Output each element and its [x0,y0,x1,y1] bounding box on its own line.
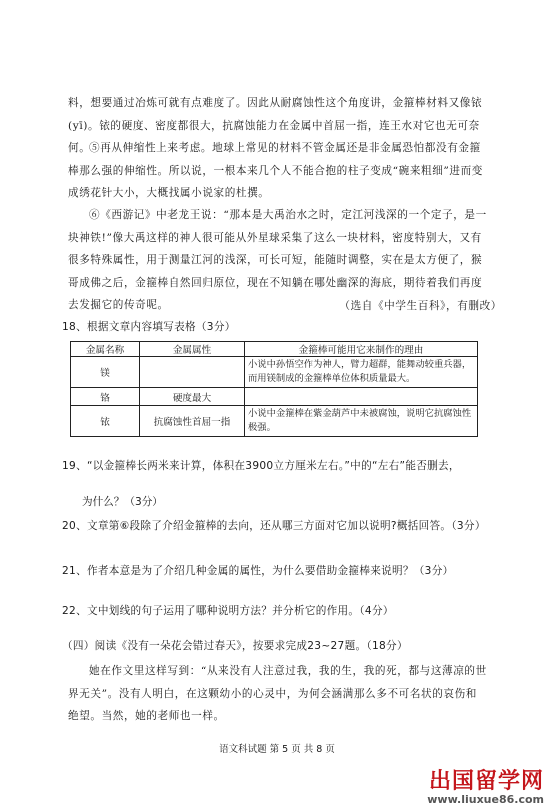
passage-paragraph-5: ⑤再从伸缩性上来考虑。地球上常见的材料不管金属还是非金属恐怕都没有金箍棒那么强的伸缩性。所以说，一根本来几个人不能合抱的柱子变成“碗来粗细”进而变成绣花针大小，大概找属小说家的杜撰。 [68,142,484,199]
source-citation: （选自《中学生百科》，有删改） [339,300,502,312]
table-header-cell: 金属名称 [71,342,140,357]
metal-property-cell [140,357,245,388]
section-4-passage: 她在作文里这样写到：“从来没有人注意过我，我的生，我的死，都与这薄凉的世界无关”。没有人明白，在这颗幼小的心灵中，为何会涵满那么多不可名状的哀伤和绝望。当然，她的老师也一样。 [68,665,487,722]
page-footer: 语文科试题 第 5 页 共 8 页 [219,744,335,755]
watermark-url: www.liuxue86.com [427,793,544,806]
watermark-logo [427,764,544,806]
metal-reason-cell: 小说中孙悟空作为神人，臂力超群，能舞动较重兵器，而用镁制成的金箍棒单位体积质量最大。 [245,357,478,388]
metal-reason-cell [245,388,478,406]
question-19-continued: 为什么？（3分） [82,495,163,508]
metal-property-cell: 硬度最大 [140,388,245,406]
question-21: 21、作者本意是为了介绍几种金属的属性，为什么要借助金箍棒来说明？（3分） [62,565,454,577]
table-row [71,406,478,437]
question-20: 20、文章第⑥段除了介绍金箍棒的去向，还从哪三方面对它加以说明?概括回答。（3分） [62,520,486,532]
metal-name-cell: 铬 [71,388,140,406]
table-row [71,357,478,388]
metal-reason-cell: 小说中金箍棒在紫金葫芦中未被腐蚀，说明它抗腐蚀性极强。 [245,406,478,437]
metal-property-cell: 抗腐蚀性首屈一指 [140,406,245,437]
passage-paragraph-6: ⑥《西游记》中老龙王说：“那本是大禹治水之时，定江河浅深的一个定子，是一块神铁!”像大禹这样的神人很可能从外星球采集了这么一块材料，密度特别大，又有很多特殊属性，用于测量江河的浅深，可长可短，能随时调整，实在是太方便了，猴哥成佛之后，金箍棒自然回归原位，现在不知躺在哪处幽深的海底，期待着我们再度去发掘它的传奇呢。 [68,209,487,311]
watermark-brand: 出国留学网 [428,769,544,794]
question-19: 19、“以金箍棒长两米来计算，体积在3900立方厘米左右。”中的“左右”能否删去， [62,460,460,472]
metal-properties-table [70,341,478,437]
metal-name-cell: 铱 [71,406,140,437]
section-4-heading: （四）阅读《没有一朵花会错过春天》，按要求完成23~27题。（18分） [62,640,408,652]
metal-name-cell: 镁 [71,357,140,388]
table-row [71,388,478,406]
passage-paragraph-1: 料，想要通过冶炼可就有点难度了。因此从耐腐蚀性这个角度讲，金箍棒材料又像铱(yī)。铱的硬度、密度都很大，抗腐蚀能力在金属中首屈一指，连王水对它也无可奈何。 [68,97,483,154]
question-18: 18、根据文章内容填写表格（3分） [62,321,236,333]
table-header-cell: 金箍棒可能用它来制作的理由 [245,342,478,357]
question-22: 22、文中划线的句子运用了哪种说明方法？并分析它的作用。（4分） [62,605,394,617]
table-header-cell: 金属属性 [140,342,245,357]
table-header-row [71,342,478,357]
